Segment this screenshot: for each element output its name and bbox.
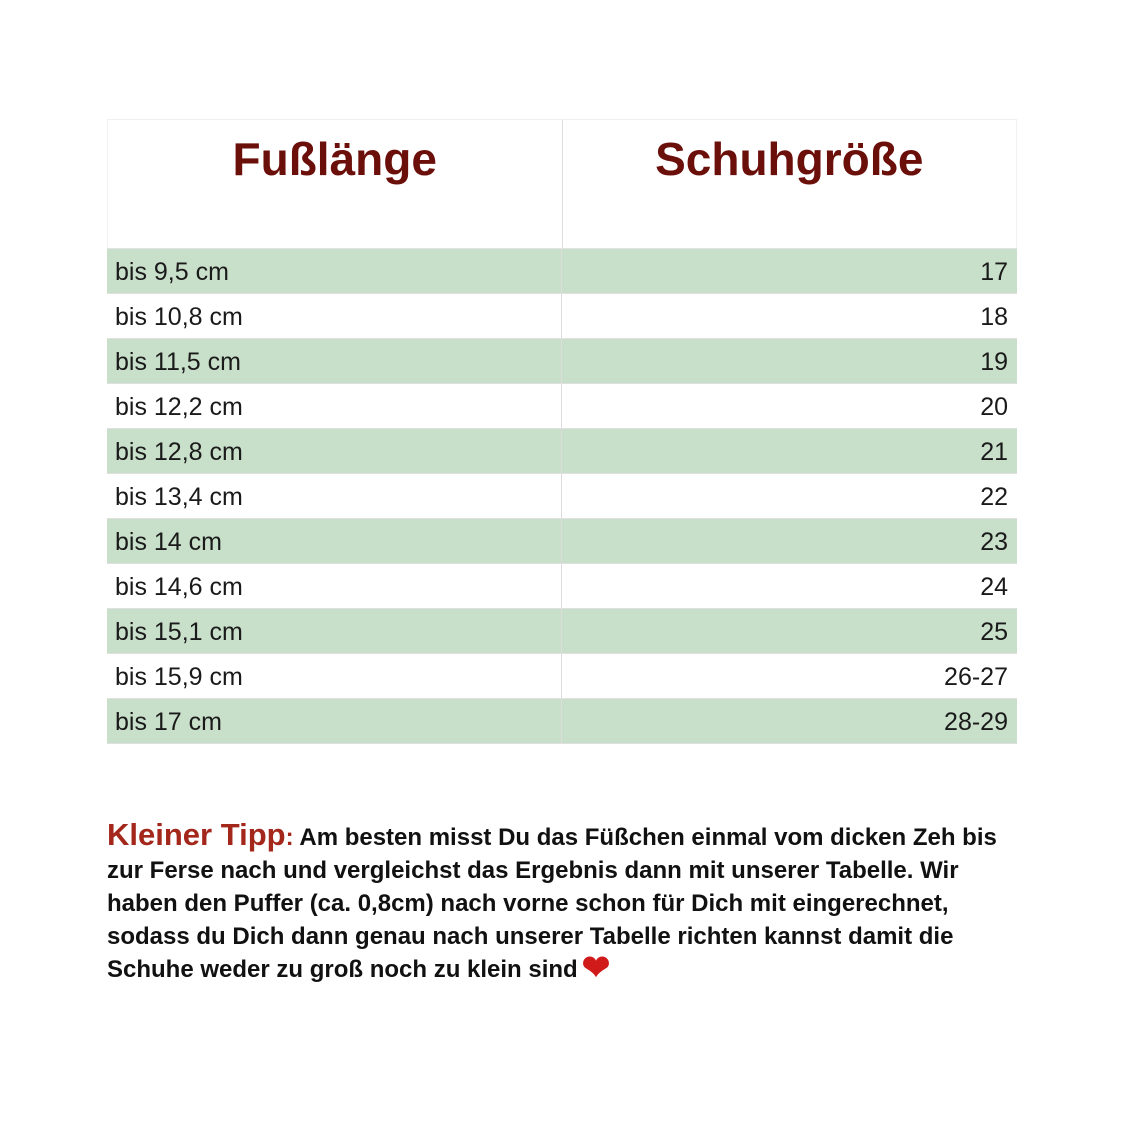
foot-length-cell: bis 15,1 cm [107,609,562,653]
foot-length-cell: bis 9,5 cm [107,249,562,293]
table-body [107,248,1017,744]
shoe-size-cell: 24 [980,573,1008,601]
shoe-size-cell: 18 [980,303,1008,331]
shoe-size-cell: 25 [980,618,1008,646]
table-row [107,609,1017,654]
foot-length-cell: bis 13,4 cm [107,474,562,518]
shoe-size-cell: 20 [980,393,1008,421]
table-row [107,474,1017,519]
header-shoe-size: Schuhgröße [563,120,1018,248]
foot-length-cell: bis 15,9 cm [107,654,562,698]
size-table [107,119,1017,744]
shoe-size-cell: 21 [980,438,1008,466]
shoe-size-cell: 28-29 [944,708,1008,736]
foot-length-cell: bis 17 cm [107,699,562,743]
foot-length-cell: bis 10,8 cm [107,294,562,338]
table-row [107,384,1017,429]
table-row [107,249,1017,294]
shoe-size-cell: 17 [980,258,1008,286]
tip-paragraph [107,818,1027,986]
table-row [107,654,1017,699]
table-row [107,339,1017,384]
table-row [107,429,1017,474]
foot-length-cell: bis 12,2 cm [107,384,562,428]
foot-length-cell: bis 14,6 cm [107,564,562,608]
tip-text: Am besten misst Du das Füßchen einmal vom dicken Zeh bis zur Ferse nach und vergleichst das Ergebnis dann mit unserer Tabelle. Wir haben den Puffer (ca. 0,8cm) nach vorne schon für Dich mit eingerechnet, sodass du Dich dann genau nach unserer Tabelle richten kannst damit die Schuhe weder zu groß noch zu klein sind [107,824,997,983]
foot-length-cell: bis 11,5 cm [107,339,562,383]
table-header-row [107,119,1017,248]
foot-length-cell: bis 12,8 cm [107,429,562,473]
shoe-size-cell: 19 [980,348,1008,376]
table-row [107,564,1017,609]
shoe-size-cell: 26-27 [944,663,1008,691]
tip-colon: : [285,824,294,851]
heart-icon: ❤ [581,949,611,987]
tip-label: Kleiner Tipp [107,817,286,852]
header-foot-length: Fußlänge [107,120,563,248]
shoe-size-cell: 23 [980,528,1008,556]
table-row [107,519,1017,564]
foot-length-cell: bis 14 cm [107,519,562,563]
table-row [107,294,1017,339]
shoe-size-cell: 22 [980,483,1008,511]
table-row [107,699,1017,744]
